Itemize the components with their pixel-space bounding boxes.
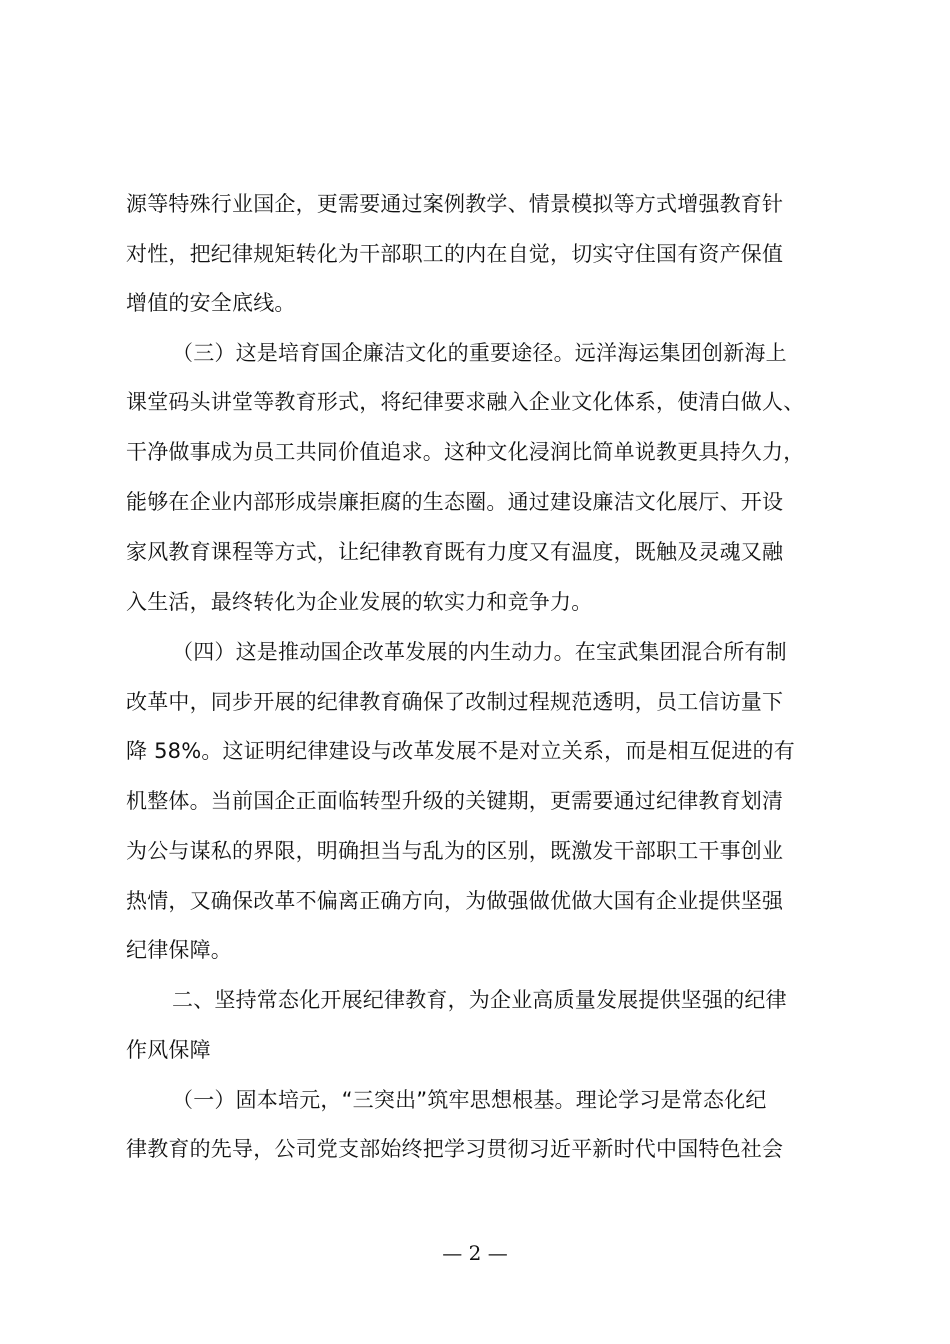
body-text-line: 增值的安全底线。 <box>126 291 296 315</box>
body-text-line: 改革中，同步开展的纪律教育确保了改制过程规范透明，员工信访量下 <box>126 690 784 714</box>
body-text-line: 机整体。当前国企正面临转型升级的关键期，更需要通过纪律教育划清 <box>126 789 784 813</box>
paragraph-four-heading-line: （四）这是推动国企改革发展的内生动力。在宝武集团混合所有制 <box>172 640 787 664</box>
body-text-line: 课堂码头讲堂等教育形式，将纪律要求融入企业文化体系，使清白做人、 <box>126 390 805 414</box>
body-text-line: 家风教育课程等方式，让纪律教育既有力度又有温度，既触及灵魂又融 <box>126 540 784 564</box>
paragraph-three-heading-line: （三）这是培育国企廉洁文化的重要途径。远洋海运集团创新海上 <box>172 341 787 365</box>
body-text-line: 入生活，最终转化为企业发展的软实力和竞争力。 <box>126 590 593 614</box>
body-text-line: 能够在企业内部形成崇廉拒腐的生态圈。通过建设廉洁文化展厅、开设 <box>126 490 784 514</box>
section-two-heading-line: 二、坚持常态化开展纪律教育，为企业高质量发展提供坚强的纪律 <box>172 988 787 1012</box>
body-text-line: 源等特殊行业国企，更需要通过案例教学、情景模拟等方式增强教育针 <box>126 192 784 216</box>
body-text-line: 降 58%。这证明纪律建设与改革发展不是对立关系，而是相互促进的有 <box>126 739 795 763</box>
body-text-line: 纪律保障。 <box>126 938 232 962</box>
body-text-line: 干净做事成为员工共同价值追求。这种文化浸润比简单说教更具持久力， <box>126 440 805 464</box>
body-text-line: 律教育的先导，公司党支部始终把学习贯彻习近平新时代中国特色社会 <box>126 1137 784 1161</box>
section-two-heading-line: 作风保障 <box>126 1038 211 1062</box>
body-text-line: 热情，又确保改革不偏离正确方向，为做强做优做大国有企业提供坚强 <box>126 889 784 913</box>
body-text-line: 对性，把纪律规矩转化为干部职工的内在自觉，切实守住国有资产保值 <box>126 242 784 266</box>
body-text-line: 为公与谋私的界限，明确担当与乱为的区别，既激发干部职工干事创业 <box>126 839 784 863</box>
subsection-one-heading-line: （一）固本培元，“三突出”筑牢思想根基。理论学习是常态化纪 <box>172 1088 767 1112</box>
page-number: — 2 — <box>442 1241 508 1265</box>
